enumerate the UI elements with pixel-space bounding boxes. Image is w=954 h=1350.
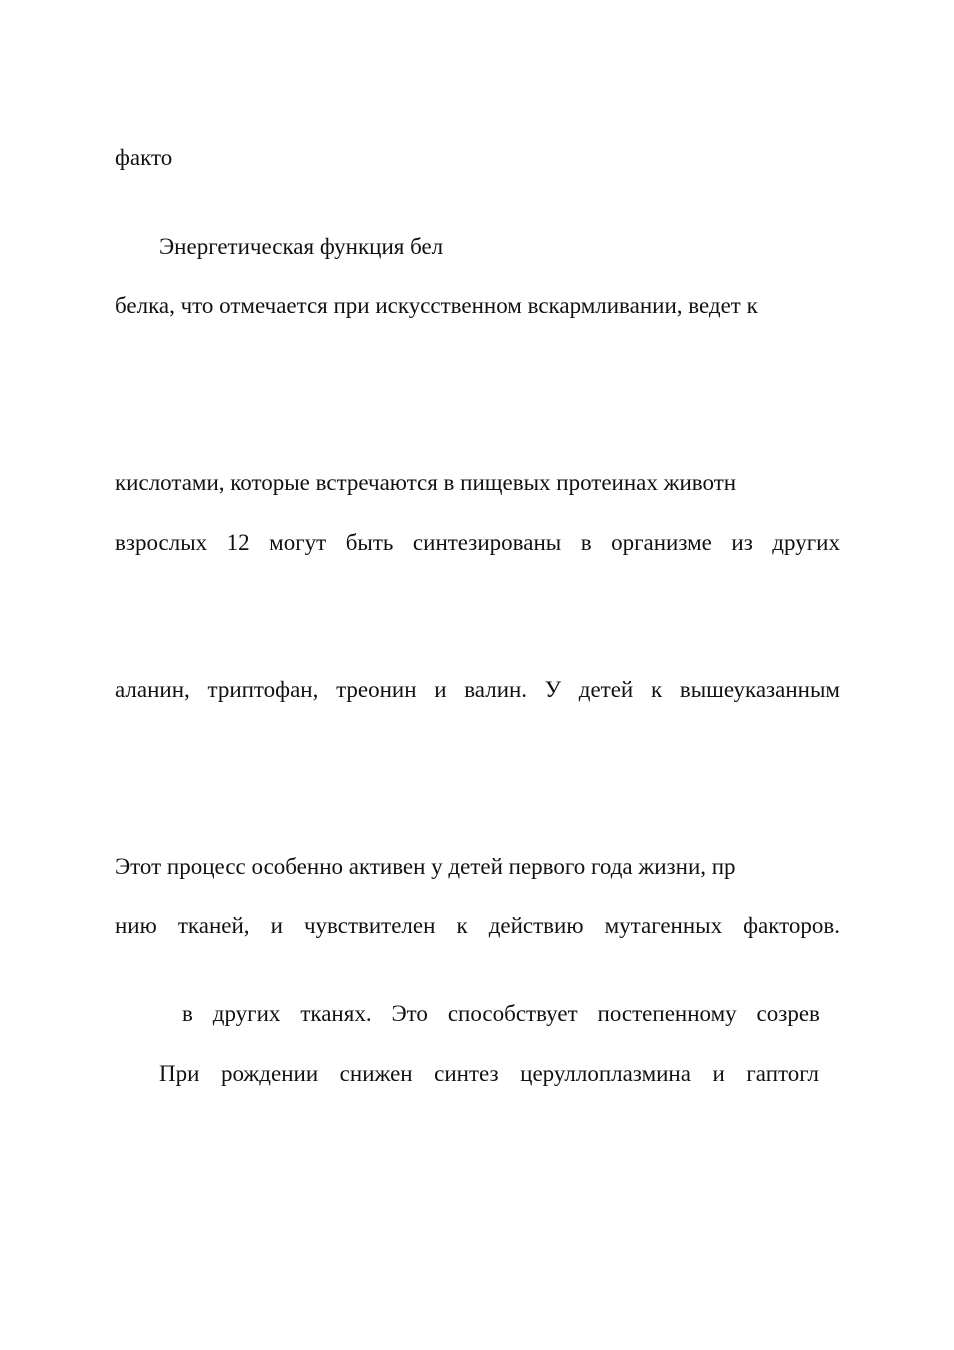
word: быть [345, 530, 394, 555]
text-line-1: факто [115, 145, 173, 170]
word: факторов. [743, 913, 840, 938]
word: тканей, [177, 913, 250, 938]
word: триптофан, [207, 677, 319, 702]
word: других [212, 1001, 281, 1026]
word: нию [115, 913, 157, 938]
word: действию [488, 913, 584, 938]
word: синтезированы [412, 530, 562, 555]
word: детей [578, 677, 634, 702]
word: из [731, 530, 753, 555]
word: организме [611, 530, 712, 555]
text-line-7: Этот процесс особенно активен у детей первого года жизни, пр [115, 854, 736, 879]
word: в [580, 530, 592, 555]
word: могут [269, 530, 327, 555]
word: способствует [447, 1001, 578, 1026]
word: синтез [434, 1061, 499, 1086]
word: Это [391, 1001, 428, 1026]
word: снижен [339, 1061, 413, 1086]
word: и [712, 1061, 725, 1086]
word: аланин, [115, 677, 190, 702]
text-line-4: кислотами, которые встречаются в пищевых протеинах животн [115, 470, 737, 495]
word: чувствителен [303, 913, 436, 938]
word: валин. [464, 677, 528, 702]
word: церуллоплазмина [520, 1061, 691, 1086]
word: к [650, 677, 663, 702]
word: вышеуказанным [679, 677, 840, 702]
word: тканях. [300, 1001, 372, 1026]
text-line-3: белка, что отмечается при искусственном вскармливании, ведет к [115, 293, 758, 318]
word: При [159, 1061, 200, 1086]
word: к [456, 913, 468, 938]
word: мутагенных [604, 913, 723, 938]
text-line-9 [182, 1000, 820, 1028]
word: постепенному [597, 1001, 737, 1026]
word: 12 [226, 530, 250, 555]
word: гаптогл [746, 1061, 819, 1086]
text-line-5 [115, 529, 840, 557]
word: и [434, 677, 447, 702]
word: У [544, 677, 562, 702]
word: треонин [336, 677, 417, 702]
word: других [772, 530, 840, 555]
text-line-10 [159, 1060, 819, 1088]
text-line-2: Энергетическая функция бел [159, 234, 444, 259]
word: в [182, 1001, 193, 1026]
text-line-6 [115, 676, 840, 704]
text-line-8 [115, 912, 840, 940]
word: рождении [220, 1061, 319, 1086]
word: взрослых [115, 530, 208, 555]
word: созрев [756, 1001, 820, 1026]
word: и [270, 913, 283, 938]
